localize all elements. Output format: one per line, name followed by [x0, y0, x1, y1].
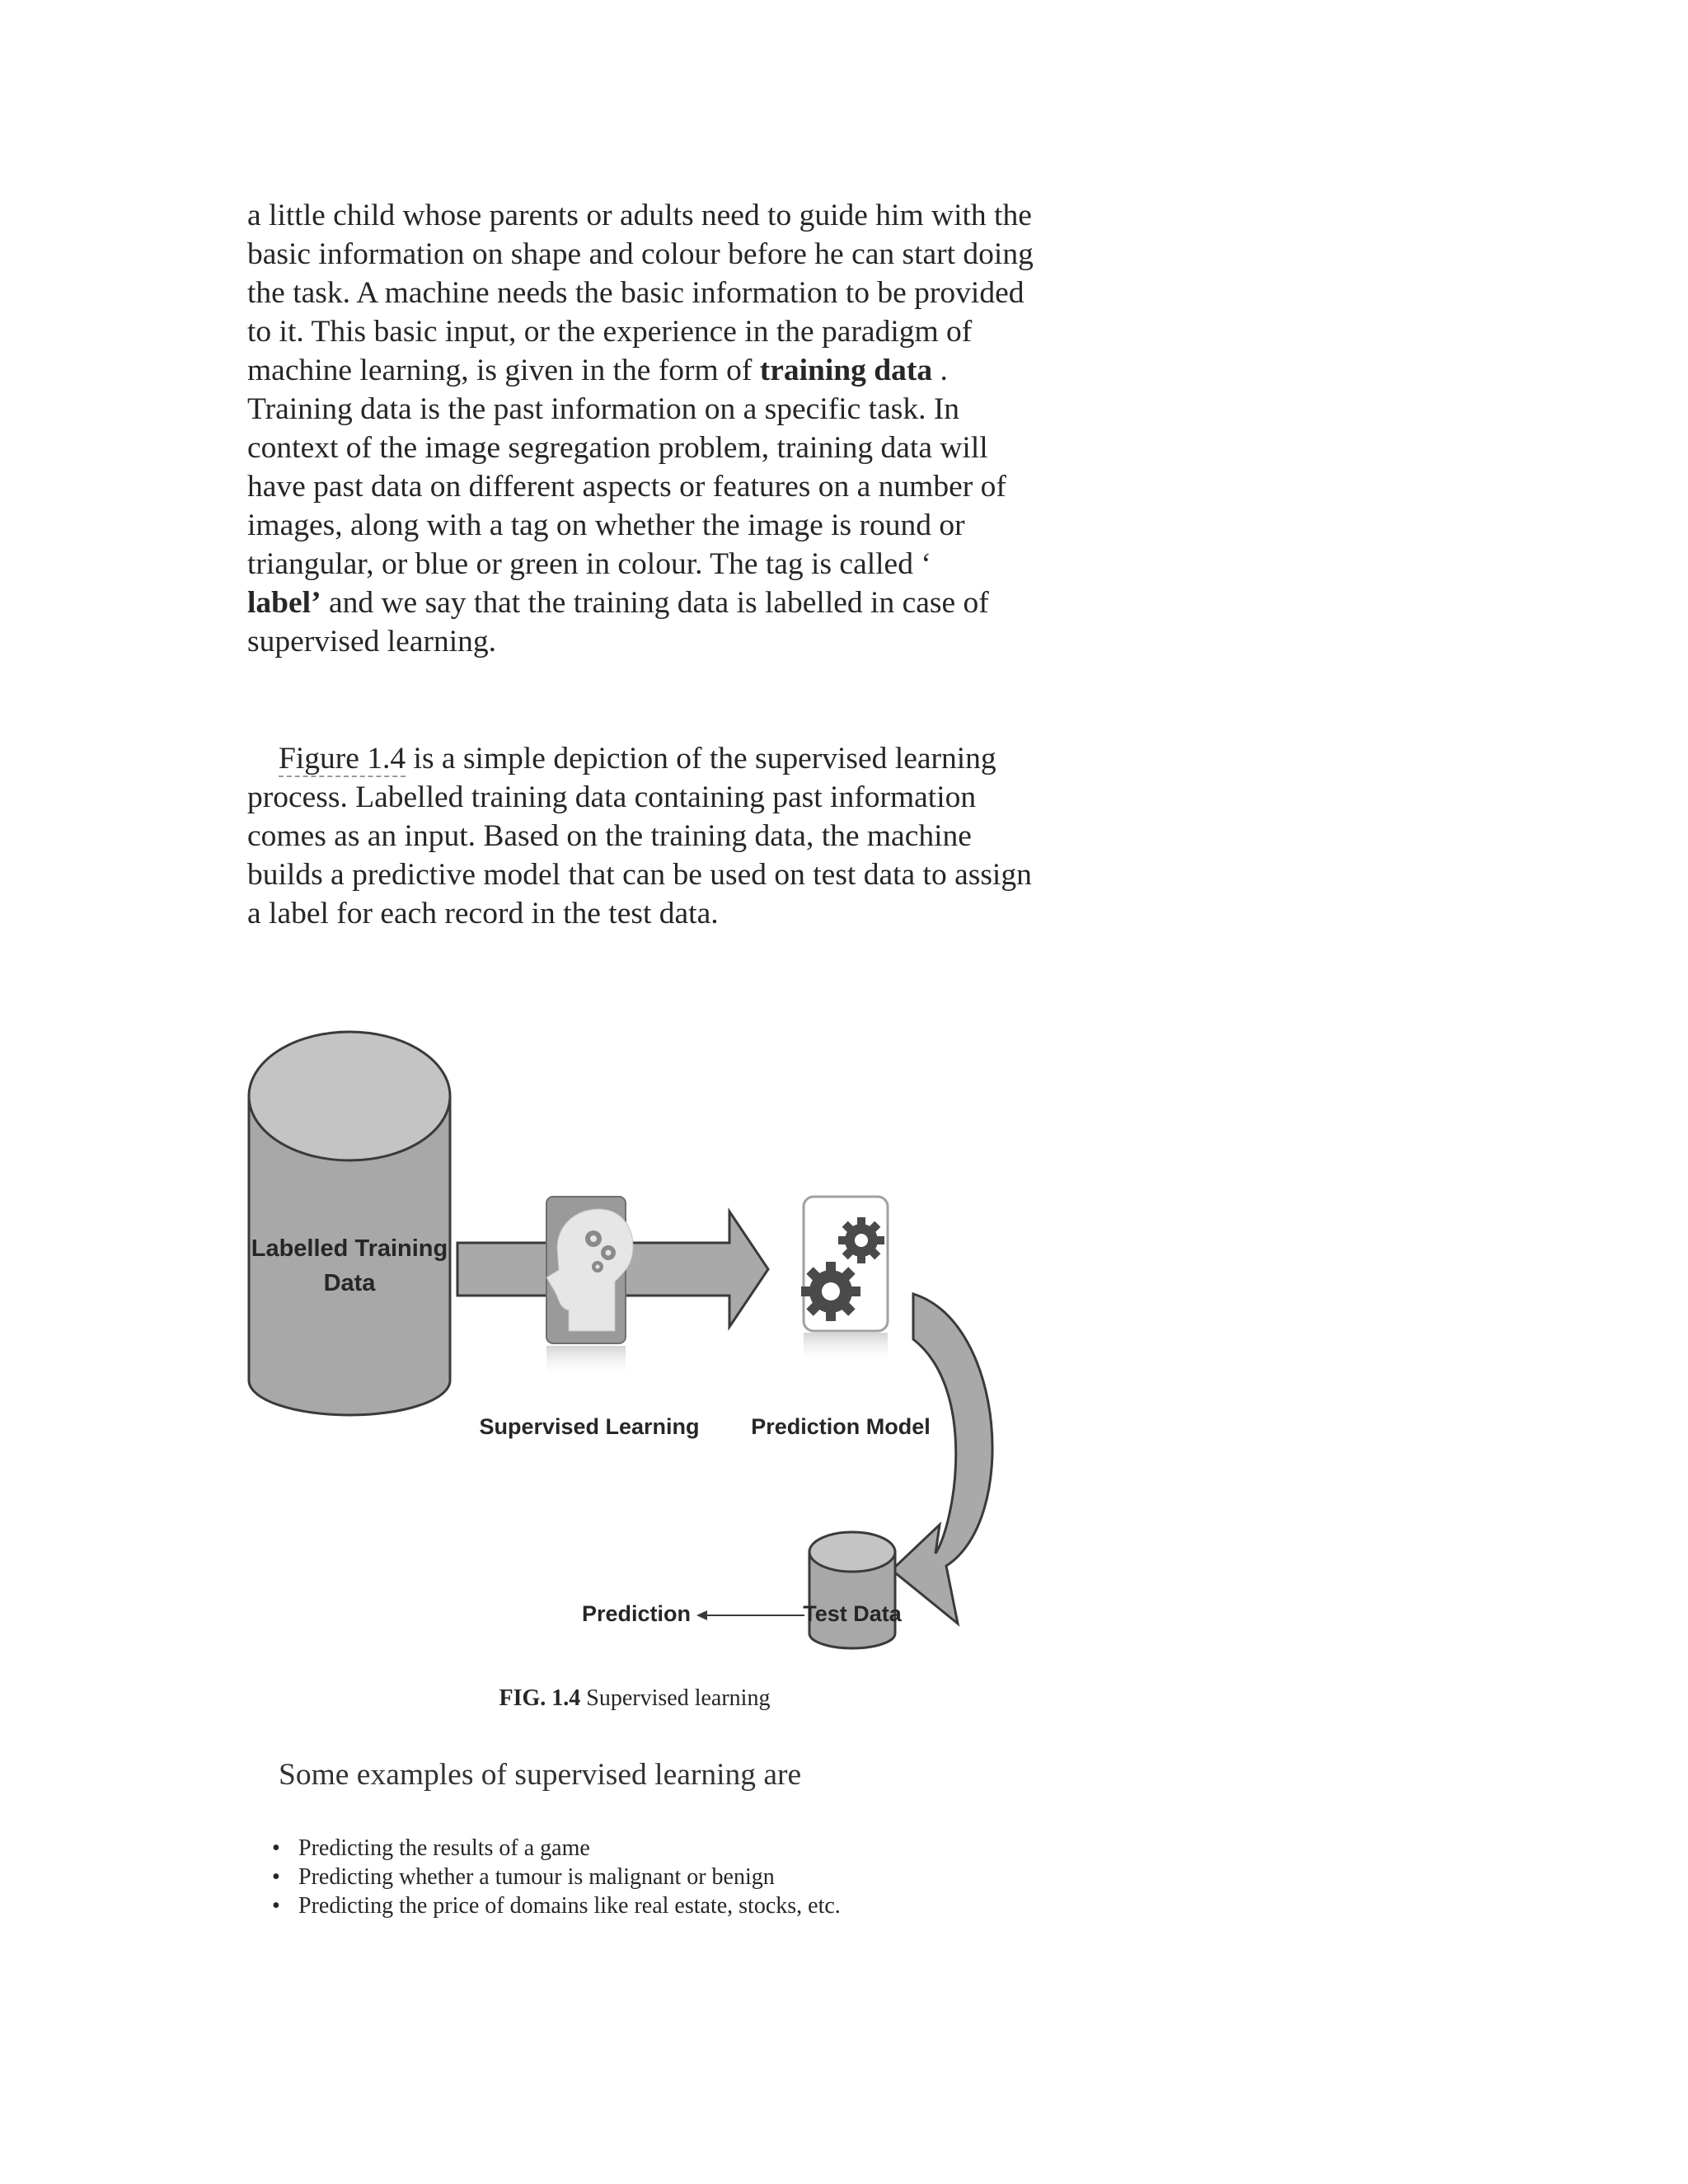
head-gears-icon [546, 1197, 633, 1379]
list-item: • Predicting the results of a game [298, 1834, 841, 1863]
term-training-data: training data [759, 354, 933, 387]
examples-intro: Some examples of supervised learning are [279, 1758, 802, 1792]
prediction-model-label: Prediction Model [751, 1414, 931, 1439]
paragraph1-part3: and we say that the training data is labelled in case of supervised learning. [247, 586, 989, 658]
list-item: • Predicting the price of domains like real estate, stocks, etc. [298, 1891, 841, 1920]
curved-arrow [892, 1294, 992, 1624]
supervised-learning-diagram [239, 1026, 1039, 1673]
figure-1-4-link[interactable]: Figure 1.4 [279, 742, 406, 776]
examples-list [298, 1834, 841, 1920]
test-data-label: Test Data [803, 1601, 902, 1626]
gears-icon [801, 1197, 888, 1366]
prediction-arrowhead [696, 1610, 707, 1620]
paragraph1-part1: a little child whose parents or adults need to guide him with the basic information on shape and colour before he can start doing the task. A machine needs the basic information to be provided to it. This basic input, or the experience in the paradigm of machine learning, is given in the form of [247, 199, 1034, 387]
paragraph-figure-description [247, 739, 1039, 933]
training-data-label-line1: Labelled Training [251, 1235, 448, 1262]
supervised-learning-label: Supervised Learning [479, 1414, 700, 1439]
paragraph1-part2: . Training data is the past information on a specific task. In context of the image segregation problem, training data will have past data on different aspects or features on a number of images, along with a tag on whether the image is round or triangular, or blue or green in colour. The tag is called ‘ [247, 354, 1006, 581]
caption-text: Supervised learning [580, 1685, 771, 1711]
term-label: label’ [247, 586, 321, 620]
caption-label: FIG. 1.4 [499, 1685, 581, 1711]
figure-caption [0, 1685, 1269, 1712]
list-item: • Predicting whether a tumour is malignant or benign [298, 1863, 841, 1891]
paragraph2-text: is a simple depiction of the supervised learning process. Labelled training data containing past information comes as an input. Based on the training data, the machine builds a predictive model that can be used on test data to assign a label for each record in the test data. [247, 742, 1032, 930]
test-data-cylinder [803, 1532, 903, 1648]
prediction-label: Prediction [581, 1601, 691, 1626]
training-data-cylinder [249, 1032, 450, 1415]
paragraph-training-data [247, 196, 1039, 661]
training-data-label-line2: Data [323, 1270, 376, 1296]
